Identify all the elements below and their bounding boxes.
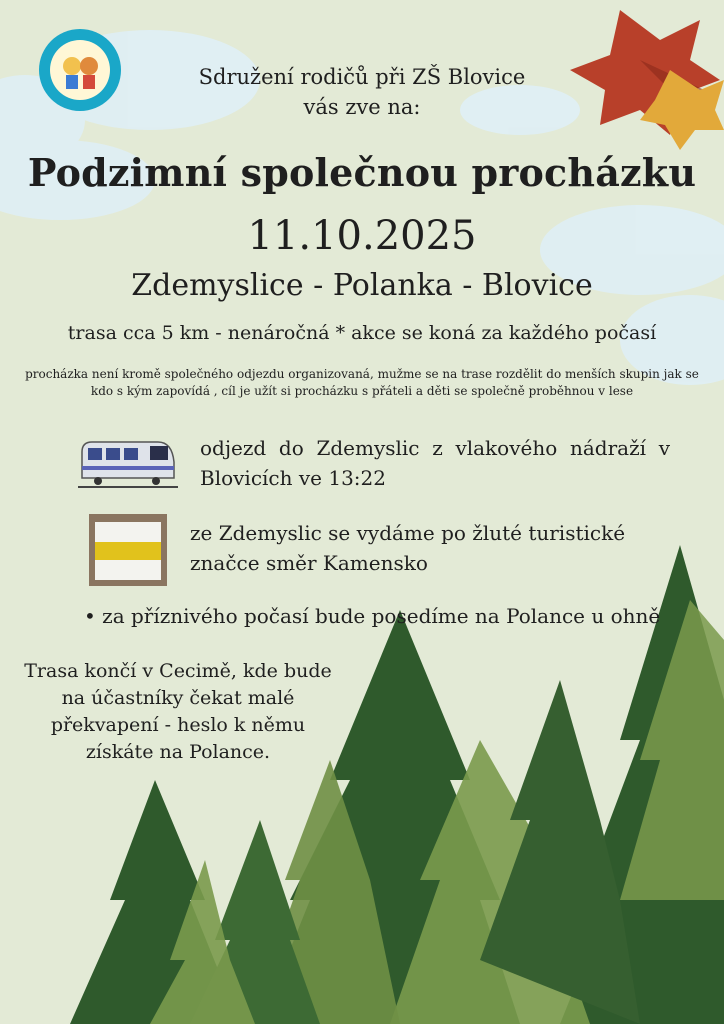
item-campfire-text: za příznivého počasí bude posedíme na Polance u ohně [102,604,661,628]
train-icon [78,432,178,494]
bullet-icon: • [84,604,96,628]
intro-text [0,62,724,122]
route-info: trasa cca 5 km - nenáročná * akce se koná za každého počasí [67,322,657,344]
organizer-line: Sdružení rodičů při ZŠ Blovice [198,65,526,89]
item-campfire [84,601,684,631]
event-title: Podzimní společnou procházku [27,150,697,195]
event-date: 11.10.2025 [247,213,477,259]
item-departure: odjezd do Zdemyslic z vlakového nádraží v Blovicích ve 13:22 [200,436,670,490]
event-note: procházka není kromě společného odjezdu organizovaná, mužme se na trase rozdělit do menších skupin jak se kdo s kým zapovídá , cíl je užít si procházku s přáteli a děti se společně proběhnou v lese [25,367,699,398]
finale-text: Trasa končí v Cecimě, kde bude na účastníky čekat malé překvapení - heslo k němu získáte na Polance. [24,660,332,763]
item-trail: ze Zdemyslic se vydáme po žluté turistické značce směr Kamensko [190,521,626,575]
invite-line: vás zve na: [303,95,421,119]
trail-marker-icon [89,514,167,586]
event-route: Zdemyslice - Polanka - Blovice [131,268,593,303]
